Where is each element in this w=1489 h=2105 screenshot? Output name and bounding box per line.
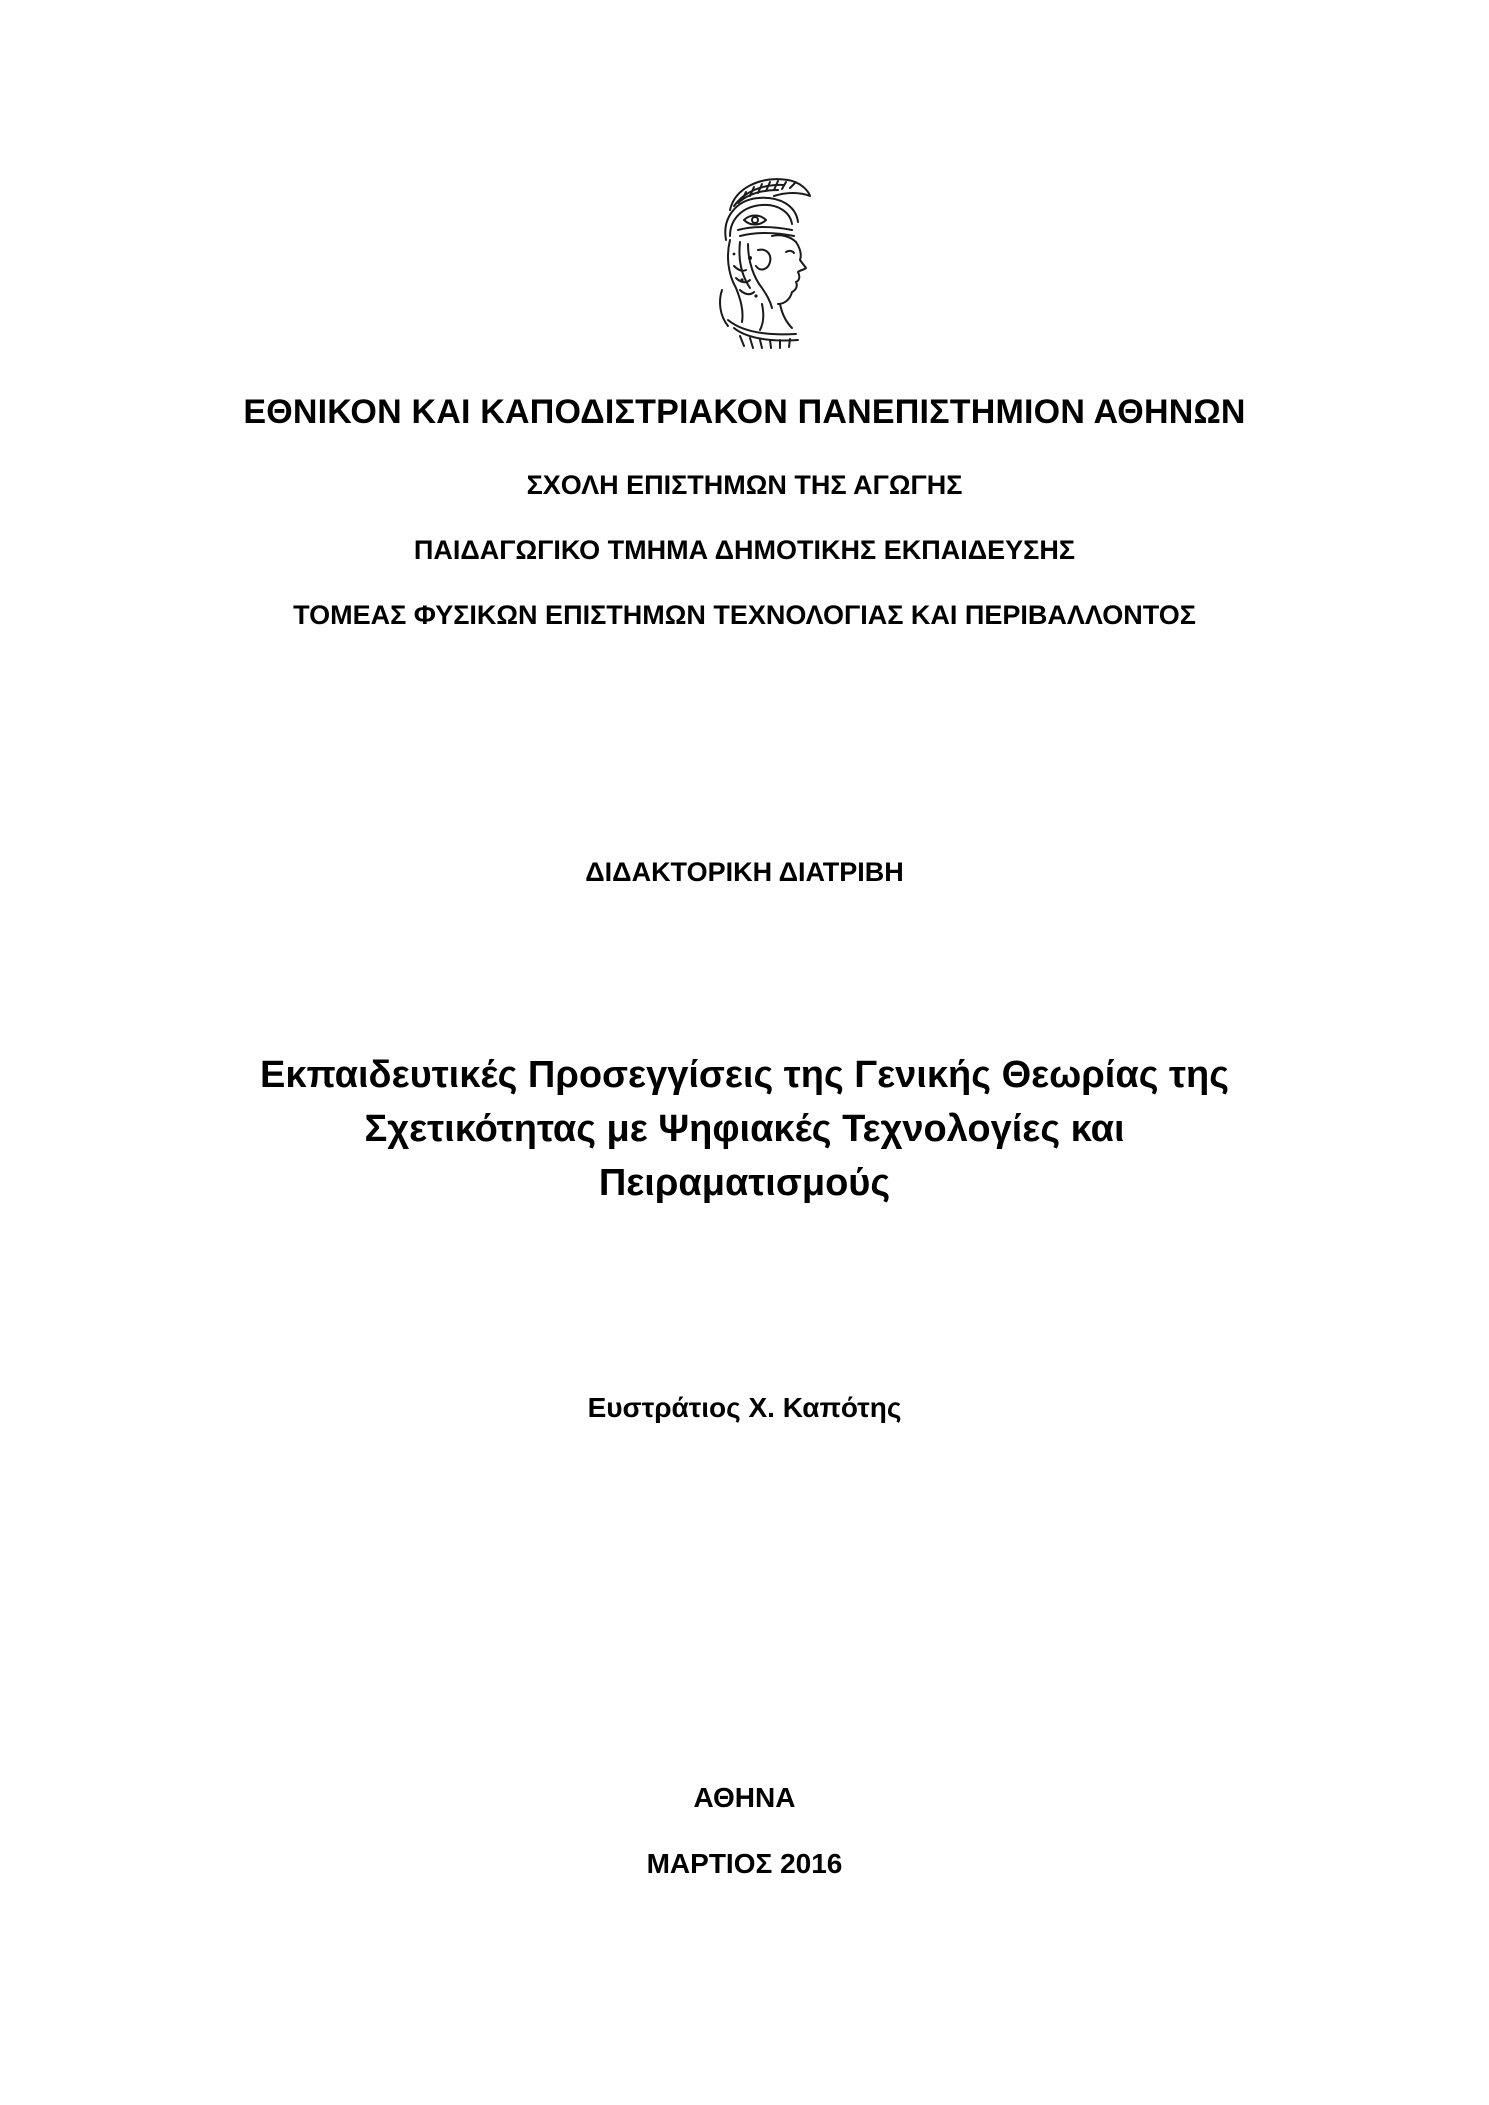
publication-date: ΜΑΡΤΙΟΣ 2016 — [646, 1848, 843, 1879]
thesis-title-line: Εκπαιδευτικές Προσεγγίσεις της Γενικής Θεωρίας της — [260, 1054, 1229, 1096]
city: ΑΘΗΝΑ — [693, 1782, 796, 1813]
thesis-title — [0, 1048, 1489, 1210]
document-type: ΔΙΔΑΚΤΟΡΙΚΗ ΔΙΑΤΡΙΒΗ — [585, 857, 904, 887]
thesis-title-line: Πειραματισμούς — [598, 1162, 891, 1204]
department-name: ΠΑΙΔΑΓΩΓΙΚΟ ΤΜΗΜΑ ΔΗΜΟΤΙΚΗΣ ΕΚΠΑΙΔΕΥΣΗΣ — [413, 535, 1076, 565]
school-name: ΣΧΟΛΗ ΕΠΙΣΤΗΜΩΝ ΤΗΣ ΑΓΩΓΗΣ — [526, 470, 963, 500]
thesis-title-line: Σχετικότητας με Ψηφιακές Τεχνολογίες και — [364, 1108, 1125, 1150]
author-name: Ευστράτιος Χ. Καπότης — [587, 1392, 902, 1423]
athena-head-logo-icon — [700, 170, 825, 350]
university-name: ΕΘΝΙΚΟΝ ΚΑΙ ΚΑΠΟΔΙΣΤΡΙΑΚΟΝ ΠΑΝΕΠΙΣΤΗΜΙΟΝ ΑΘΗΝΩΝ — [243, 393, 1246, 431]
sector-name: ΤΟΜΕΑΣ ΦΥΣΙΚΩΝ ΕΠΙΣΤΗΜΩΝ ΤΕΧΝΟΛΟΓΙΑΣ ΚΑΙ ΠΕΡΙΒΑΛΛΟΝΤΟΣ — [293, 600, 1196, 630]
